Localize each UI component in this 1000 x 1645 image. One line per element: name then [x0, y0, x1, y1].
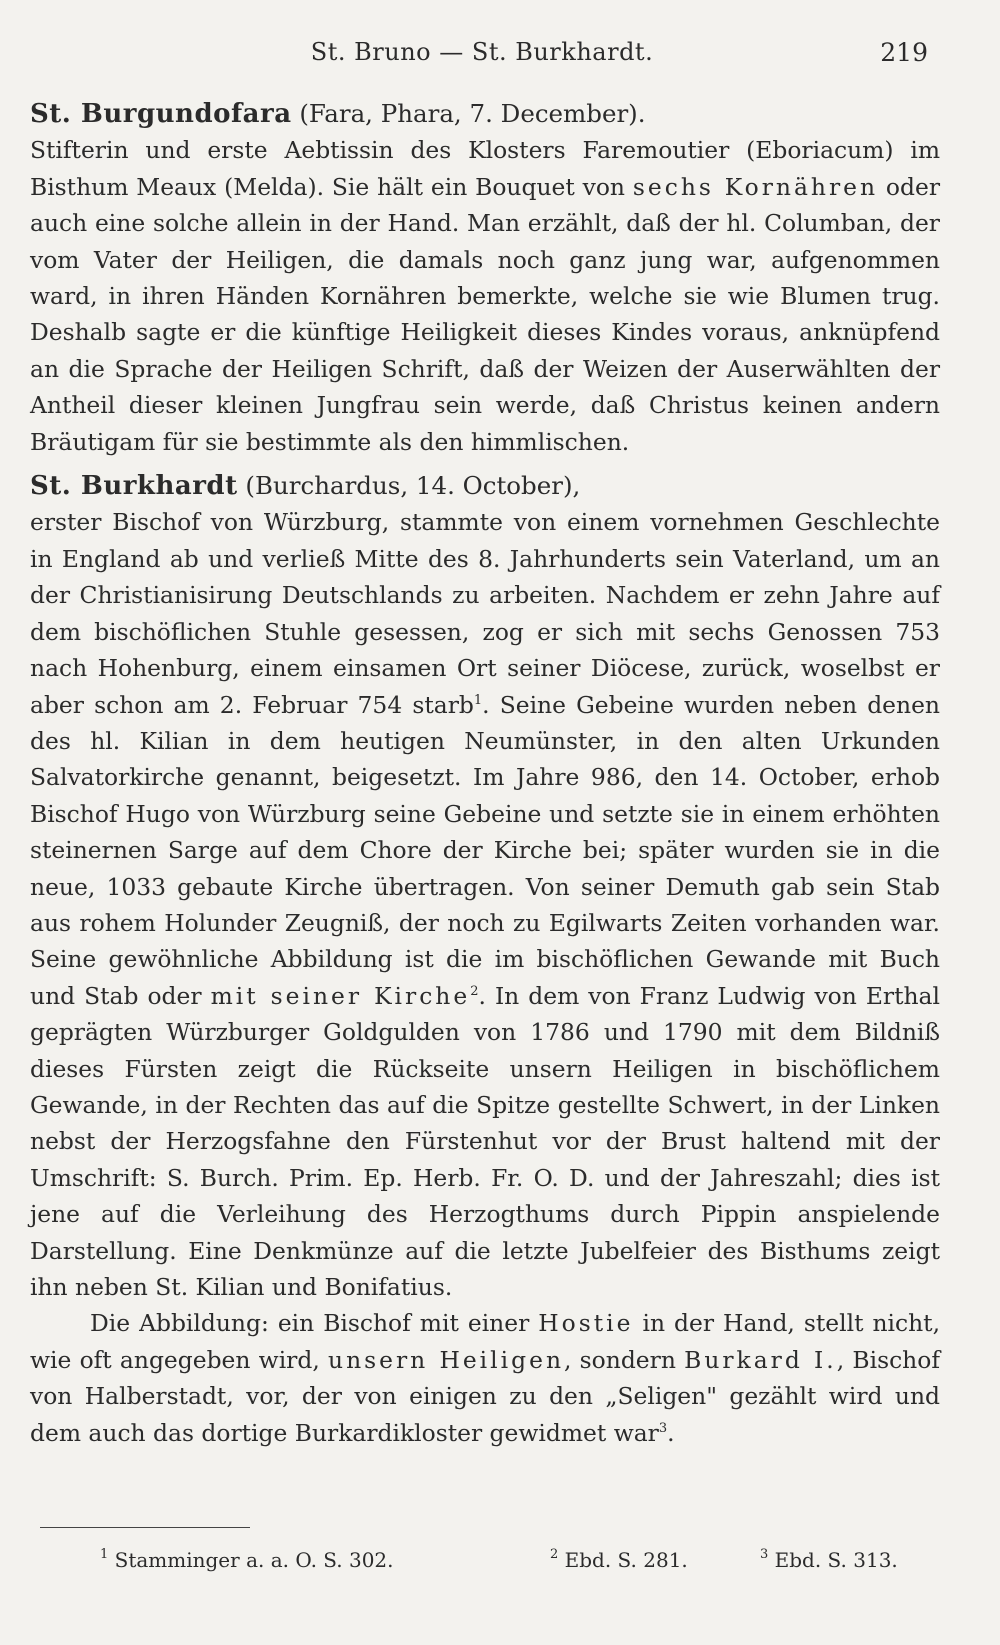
saint-name: St. Burkhardt — [30, 471, 238, 502]
footnote-ref: 2 — [470, 983, 479, 999]
entry-paragraph — [30, 132, 940, 460]
spaced-emphasis: sechs Kornähren — [632, 172, 879, 201]
paragraph-text: erster Bischof von Würzburg, stammte von einem vornehmen Geschlechte in England ab und verließ Mitte des 8. Jahrhunderts sein Vaterland, um an der Christianisirung Deutschlands zu arbeiten. Nachdem er zehn Jahre auf dem bischöflichen Stuhle gesessen, zog er sich mit sechs Genossen 753 nach Hohenburg, einem einsamen Ort seiner Diöcese, zurück, woselbst er aber schon am 2. Februar 754 starb — [30, 508, 940, 719]
page-body — [30, 96, 940, 1451]
footnotes — [100, 1545, 940, 1579]
spaced-emphasis: Hostie — [538, 1309, 634, 1338]
footnote — [760, 1545, 898, 1575]
entry-heading-burgundofara — [30, 96, 940, 132]
footnote-text: Stamminger a. a. O. S. 302. — [108, 1548, 394, 1572]
footnote-text: Ebd. S. 313. — [768, 1548, 898, 1572]
paragraph-text: , Bischof von Halberstadt, vor, der von einigen zu den „Seligen" gezählt wird und dem auch das dortige Burkardikloster gewidmet war — [30, 1345, 940, 1447]
paragraph-text: Die Abbildung: ein Bischof mit einer — [90, 1309, 539, 1338]
running-header — [36, 38, 928, 74]
paragraph-text: , sondern — [564, 1345, 685, 1374]
saint-details: (Burchardus, 14. October), — [237, 471, 581, 501]
footnote — [100, 1545, 394, 1575]
paragraph-text: in der Hand, stellt nicht, wie oft angegeben wird, — [30, 1309, 941, 1374]
paragraph-text: Stifterin und erste Aebtissin des Klosters Faremoutier (Eboriacum) im Bisthum Meaux (Melda). Sie hält ein Bouquet von — [30, 136, 940, 201]
paragraph-text: oder auch eine solche allein in der Hand. Man erzählt, daß der hl. Columban, der vom Vater der Heiligen, die damals noch ganz jung war, aufgenommen ward, in ihren Händen Kornähren bemerkte, welche sie wie Blumen trug. Deshalb sagte er die künftige Heiligkeit dieses Kindes voraus, anknüpfend an die Sprache der Heiligen Schrift, daß der Weizen der Auserwählten der Antheil dieser kleinen Jungfrau sein werde, daß Christus keinen andern Bräutigam für sie bestimmte als den himmlischen. — [30, 172, 941, 456]
footnote-text: Ebd. S. 281. — [558, 1548, 688, 1572]
footnote-mark: 3 — [760, 1547, 769, 1562]
paragraph-text: . Seine Gebeine wurden neben denen des hl. Kilian in dem heutigen Neumünster, in den alten Urkunden Salvatorkirche genannt, beigesetzt. Im Jahre 986, den 14. October, erhob Bischof Hugo von Würzburg seine Gebeine und setzte sie in einem erhöhten steinernen Sarge auf dem Chore der Kirche bei; später wurden sie in die neue, 1033 gebaute Kirche übertragen. Von seiner Demuth gab sein Stab aus rohem Holunder Zeugniß, der noch zu Egilwarts Zeiten vorhanden war. Seine gewöhnliche Abbildung ist die im bischöflichen Gewande mit Buch und Stab oder — [30, 690, 940, 1010]
footnote — [550, 1545, 688, 1575]
saint-details: (Fara, Phara, 7. December). — [291, 99, 646, 128]
entry-paragraph — [30, 1305, 940, 1451]
spaced-emphasis: unsern Heiligen — [328, 1345, 565, 1374]
spaced-emphasis: Burkard I. — [684, 1345, 837, 1374]
footnote-rule — [40, 1527, 250, 1528]
footnote-ref: 1 — [473, 692, 483, 708]
footnote-ref: 3 — [658, 1420, 668, 1436]
paragraph-text: . — [667, 1418, 675, 1447]
spaced-emphasis: mit seiner Kirche — [210, 981, 471, 1010]
footnote-mark: 1 — [100, 1547, 109, 1562]
footnote-mark: 2 — [550, 1547, 559, 1562]
saint-name: St. Burgundofara — [30, 99, 292, 129]
page-number: 219 — [880, 38, 928, 67]
running-title: St. Bruno — St. Burkhardt. — [310, 38, 654, 66]
entry-heading-burkhardt — [30, 468, 940, 504]
paragraph-text: . In dem von Franz Ludwig von Erthal geprägten Würzburger Goldgulden von 1786 und 1790 mit dem Bildniß dieses Fürsten zeigt die Rückseite unsern Heiligen in bischöflichem Gewande, in der Rechten das auf die Spitze gestellte Schwert, in der Linken nebst der Herzogsfahne den Fürstenhut vor der Brust haltend mit der Umschrift: S. Burch. Prim. Ep. Herb. Fr. O. D. und der Jahreszahl; dies ist jene auf die Verleihung des Herzogthums durch Pippin anspielende Darstellung. Eine Denkmünze auf die letzte Jubelfeier des Bisthums zeigt ihn neben St. Kilian und Bonifatius. — [30, 981, 940, 1301]
entry-paragraph — [30, 504, 940, 1305]
